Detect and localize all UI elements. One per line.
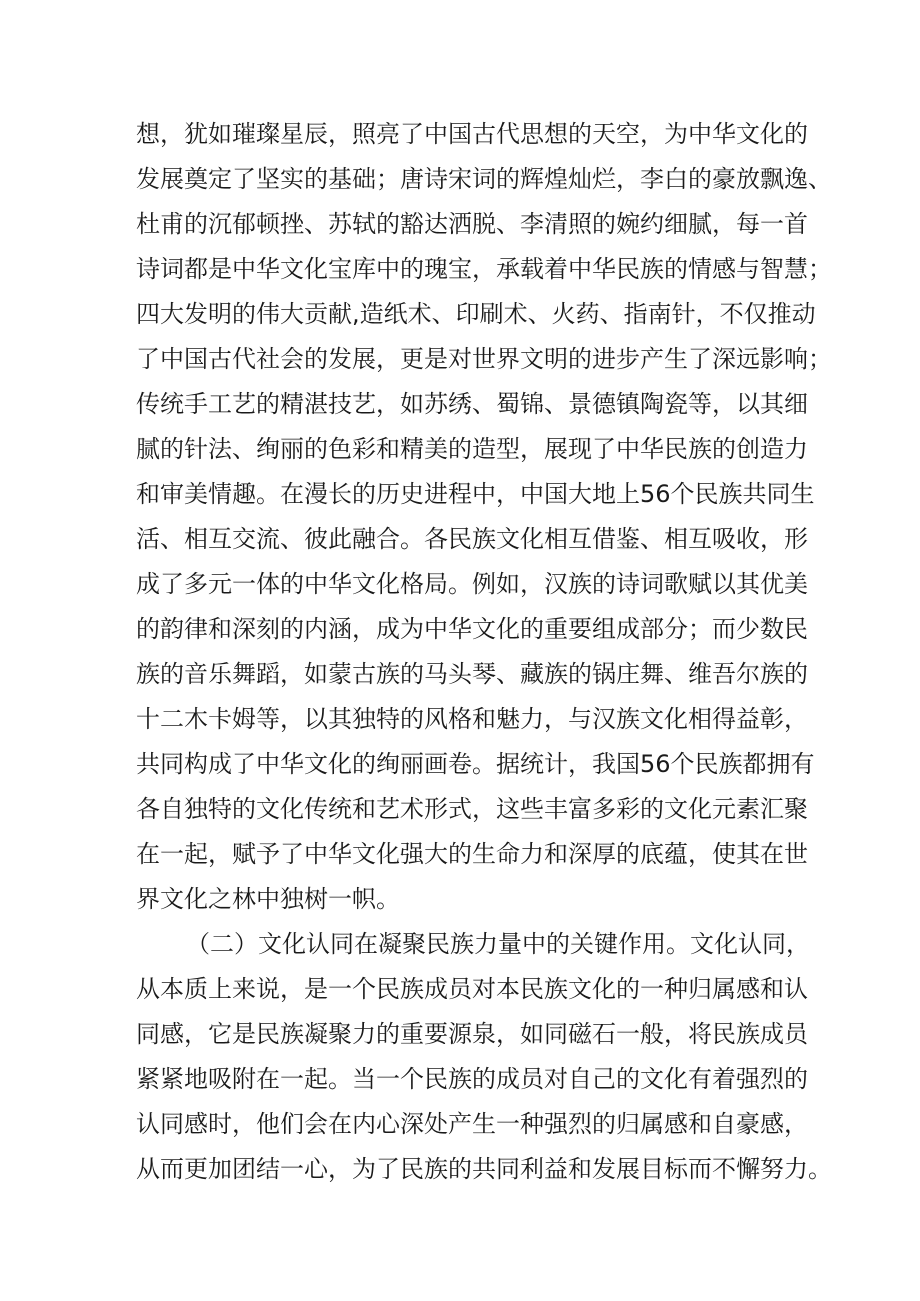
text-line: 界文化之林中独树一帜。 [136,885,400,913]
text-line: 传统手工艺的精湛技艺，如苏绣、蜀锦、景德镇陶瓷等，以其细 [136,390,808,418]
text-line: 紧紧地吸附在一起。当一个民族的成员对自己的文化有着强烈的 [136,1065,808,1093]
text-line: 发展奠定了坚实的基础；唐诗宋词的辉煌灿烂，李白的豪放飘逸、 [136,165,832,193]
text-line: 同感，它是民族凝聚力的重要源泉，如同磁石一般，将民族成员 [136,1020,808,1048]
text-line: 的韵律和深刻的内涵，成为中华文化的重要组成部分；而少数民 [136,615,808,643]
text-line: 从而更加团结一心，为了民族的共同利益和发展目标而不懈努力。 [136,1155,832,1183]
text-line: 诗词都是中华文化宝库中的瑰宝，承载着中华民族的情感与智慧； [136,255,832,283]
text-line: 在一起，赋予了中华文化强大的生命力和深厚的底蕴，使其在世 [136,840,808,868]
text-line: 活、相互交流、彼此融合。各民族文化相互借鉴、相互吸收，形 [136,525,808,553]
text-line: 族的音乐舞蹈，如蒙古族的马头琴、藏族的锅庄舞、维吾尔族的 [136,660,808,688]
text-line: 认同感时，他们会在内心深处产生一种强烈的归属感和自豪感， [136,1110,808,1138]
text-line: 共同构成了中华文化的绚丽画卷。据统计，我国56个民族都拥有 [136,750,815,778]
text-line: 成了多元一体的中华文化格局。例如，汉族的诗词歌赋以其优美 [136,570,808,598]
text-line: 和审美情趣。在漫长的历史进程中，中国大地上56个民族共同生 [136,480,815,508]
text-line: 想，犹如璀璨星辰，照亮了中国古代思想的天空，为中华文化的 [136,120,808,148]
text-line: 十二木卡姆等，以其独特的风格和魅力，与汉族文化相得益彰， [136,705,808,733]
text-line: 腻的针法、绚丽的色彩和精美的造型，展现了中华民族的创造力 [136,435,808,463]
text-line: 了中国古代社会的发展，更是对世界文明的进步产生了深远影响； [136,345,832,373]
text-line: 各自独特的文化传统和艺术形式，这些丰富多彩的文化元素汇聚 [136,795,808,823]
text-line: 杜甫的沉郁顿挫、苏轼的豁达洒脱、李清照的婉约细腻，每一首 [136,210,808,238]
text-line: 从本质上来说，是一个民族成员对本民族文化的一种归属感和认 [136,975,808,1003]
section-heading-line: （二）文化认同在凝聚民族力量中的关键作用。文化认同， [186,930,810,958]
text-line: 四大发明的伟大贡献,造纸术、印刷术、火药、指南针，不仅推动 [136,300,816,328]
